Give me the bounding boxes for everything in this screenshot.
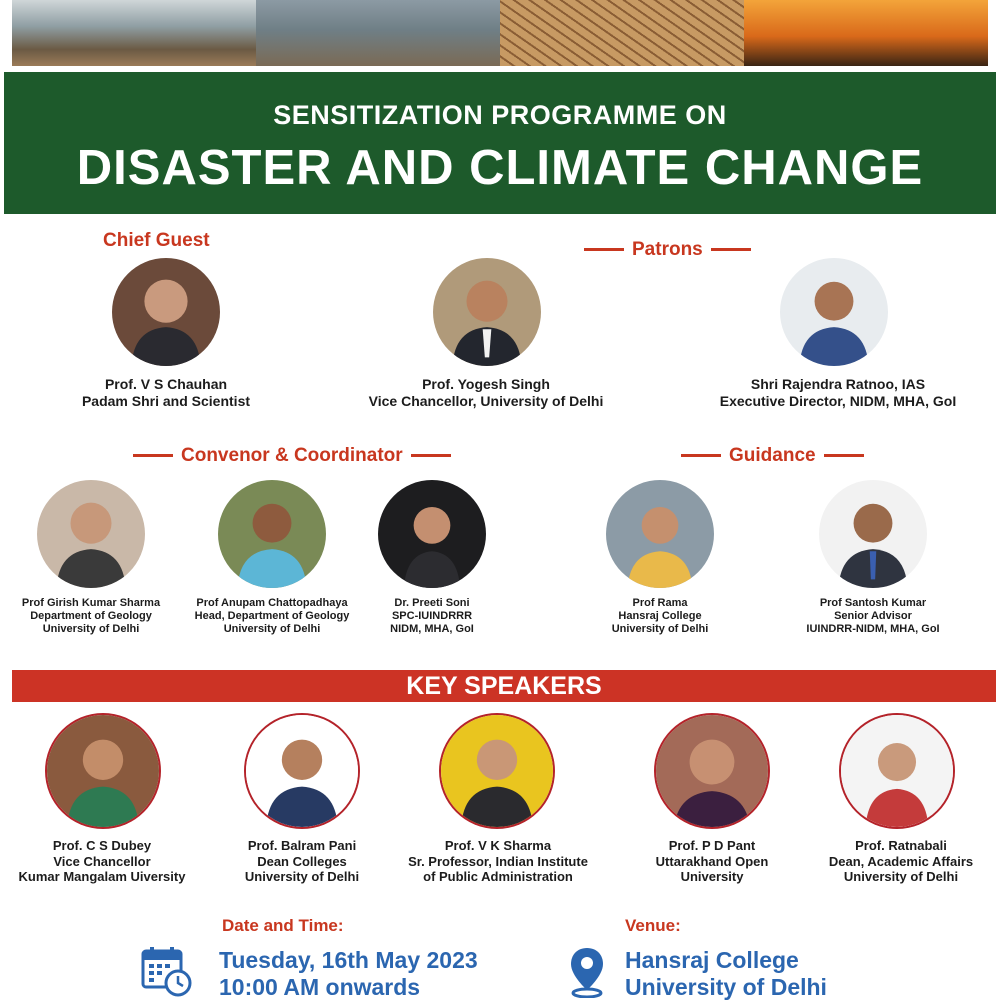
- person-name: Prof. V S Chauhan: [104, 376, 228, 392]
- person-name: Prof. Balram Pani: [247, 838, 357, 853]
- person-name: Prof. P D Pant: [668, 838, 756, 853]
- person-affiliation: of Public Administration: [423, 869, 573, 884]
- person-affiliation: University: [680, 869, 744, 884]
- person-affiliation: University of Delhi: [223, 623, 321, 635]
- calendar-clock-icon: [140, 945, 192, 997]
- date-time-label: Date and Time:: [222, 916, 344, 935]
- person-title: Vice Chancellor: [53, 853, 151, 869]
- convenor-2-info: [192, 597, 352, 636]
- speaker-4-info: [634, 838, 790, 885]
- guidance-heading: Guidance: [673, 445, 872, 467]
- person-title: Padam Shri and Scientist: [81, 393, 251, 409]
- person-affiliation: University of Delhi: [843, 869, 959, 884]
- patrons-heading: Patrons: [576, 239, 759, 261]
- chief-guest-portrait: [112, 258, 220, 366]
- event-date: Tuesday, 16th May 2023: [219, 947, 478, 973]
- drought-photo: [500, 0, 744, 66]
- person-name: Prof Rama: [632, 597, 688, 609]
- title-banner: [4, 72, 996, 214]
- person-name: Shri Rajendra Ratnoo, IAS: [750, 376, 926, 392]
- speaker-3-info: [398, 838, 598, 885]
- venue-label: Venue:: [625, 916, 681, 935]
- speaker-3-portrait: [441, 715, 553, 827]
- programme-subtitle: SENSITIZATION PROGRAMME ON: [273, 100, 727, 130]
- person-name: Dr. Preeti Soni: [394, 597, 470, 609]
- convenor-2-portrait: [218, 480, 326, 588]
- guidance-1-info: [585, 597, 735, 636]
- venue-line-2: University of Delhi: [625, 974, 827, 1000]
- landslide-photo: [12, 0, 256, 66]
- person-title: SPC-IUINDRRR: [391, 610, 473, 622]
- speaker-4-portrait: [656, 715, 768, 827]
- convenor-1-portrait: [37, 480, 145, 588]
- person-title: Vice Chancellor, University of Delhi: [368, 393, 604, 409]
- person-name: Prof. Ratnabali: [855, 838, 947, 853]
- speaker-2-info: [220, 838, 384, 885]
- speaker-2-portrait: [246, 715, 358, 827]
- speaker-5-portrait: [841, 715, 953, 827]
- person-affiliation: University of Delhi: [42, 623, 140, 635]
- speaker-1-portrait: [47, 715, 159, 827]
- speaker-5-info: [815, 838, 987, 885]
- person-name: Prof Anupam Chattopadhaya: [196, 597, 348, 609]
- convenor-heading: Convenor & Coordinator: [125, 445, 459, 467]
- event-time: 10:00 AM onwards: [219, 974, 421, 1000]
- chief-guest-info: [66, 376, 266, 410]
- location-pin-icon: [568, 946, 606, 998]
- guidance-2-info: [793, 597, 953, 636]
- person-title: Senior Advisor: [834, 610, 912, 622]
- patron-1-portrait: [433, 258, 541, 366]
- person-title: Uttarakhand Open: [655, 853, 769, 869]
- convenor-3-portrait: [378, 480, 486, 588]
- person-affiliation: NIDM, MHA, GoI: [390, 623, 474, 635]
- person-affiliation: IUINDRR-NIDM, MHA, GoI: [806, 623, 940, 635]
- speaker-1-info: [6, 838, 198, 885]
- person-title: Department of Geology: [30, 610, 152, 622]
- patron-2-info: [700, 376, 976, 410]
- flood-photo: [256, 0, 500, 66]
- person-title: Dean Colleges: [257, 853, 347, 869]
- person-name: Prof Santosh Kumar: [819, 597, 927, 609]
- programme-title: DISASTER AND CLIMATE CHANGE: [76, 141, 924, 195]
- guidance-1-portrait: [606, 480, 714, 588]
- person-title: Hansraj College: [618, 610, 702, 622]
- convenor-1-info: [16, 597, 166, 636]
- person-affiliation: Kumar Mangalam Uiversity: [18, 869, 186, 884]
- person-name: Prof Girish Kumar Sharma: [21, 597, 161, 609]
- person-name: Prof. Yogesh Singh: [422, 376, 550, 392]
- banner-photo-strip: [12, 0, 988, 66]
- person-title: Head, Department of Geology: [194, 610, 350, 622]
- convenor-3-info: [362, 597, 502, 636]
- person-name: Prof. C S Dubey: [52, 838, 152, 853]
- guidance-2-portrait: [819, 480, 927, 588]
- person-name: Prof. V K Sharma: [444, 838, 552, 853]
- person-title: Sr. Professor, Indian Institute: [408, 853, 588, 869]
- patron-1-info: [346, 376, 626, 410]
- industrial-pollution-photo: [744, 0, 988, 66]
- person-affiliation: University of Delhi: [244, 869, 360, 884]
- person-title: Executive Director, NIDM, MHA, GoI: [719, 393, 957, 409]
- key-speakers-banner: KEY SPEAKERS: [12, 670, 996, 702]
- patron-2-portrait: [780, 258, 888, 366]
- person-title: Dean, Academic Affairs: [828, 853, 974, 869]
- venue-line-1: Hansraj College: [625, 947, 799, 973]
- person-affiliation: University of Delhi: [611, 623, 709, 635]
- chief-guest-heading: Chief Guest: [103, 230, 210, 251]
